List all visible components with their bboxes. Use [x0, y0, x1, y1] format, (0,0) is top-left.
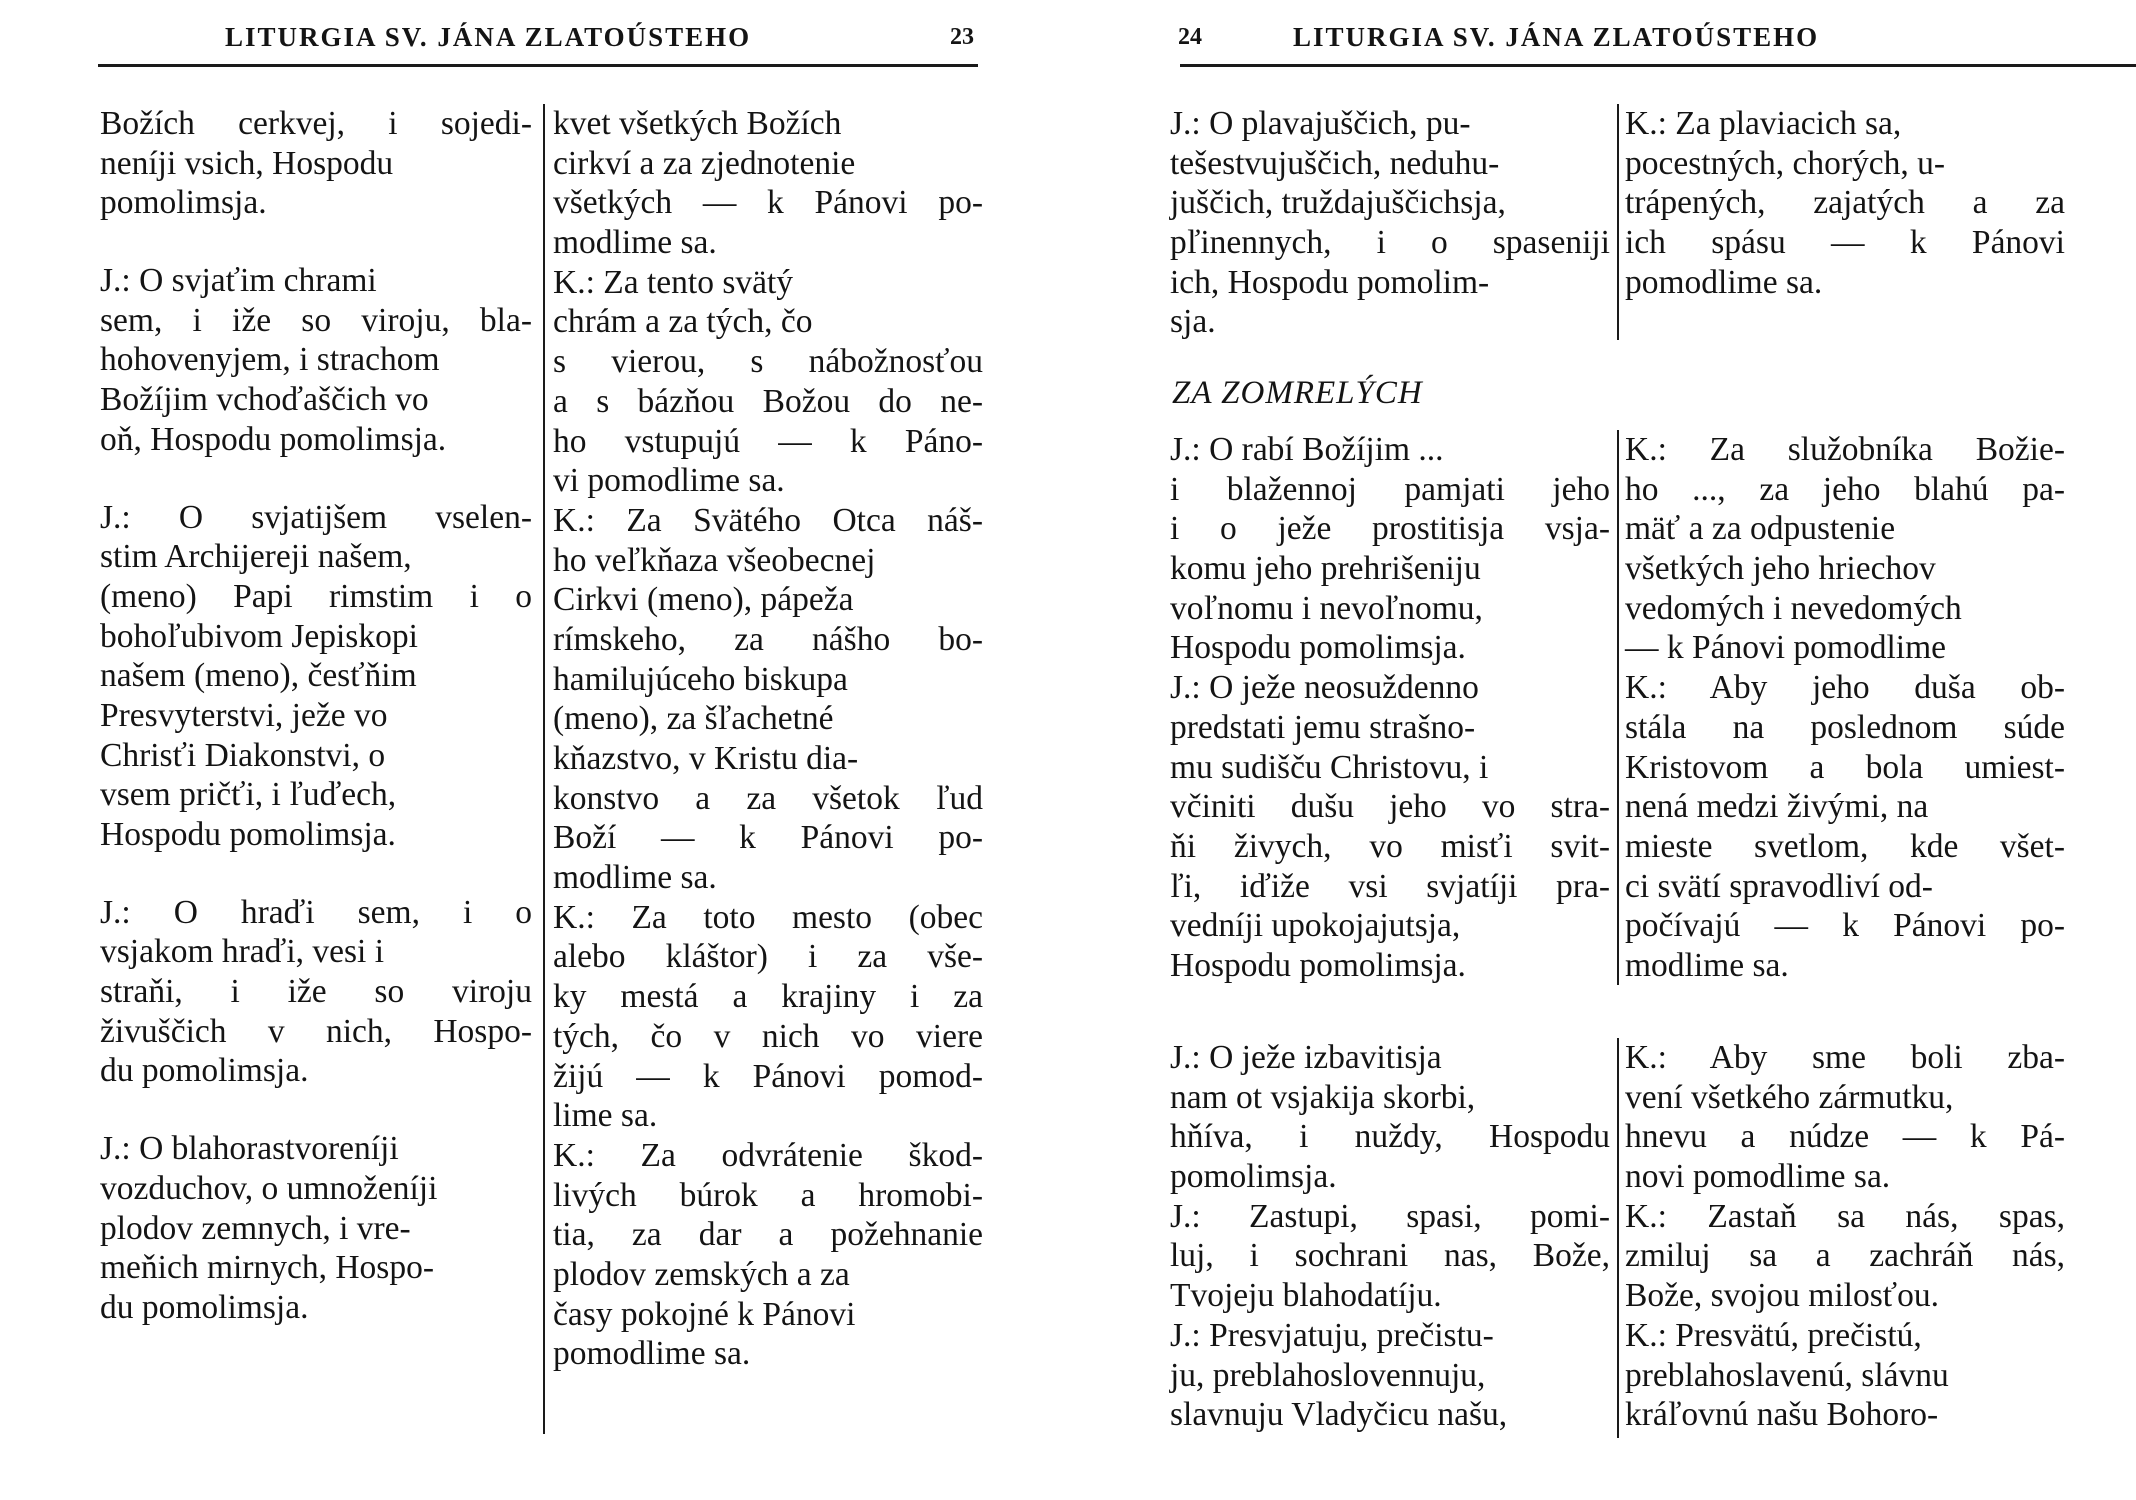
- text-line: všetkých jeho hriechov: [1625, 550, 1936, 588]
- text-line: sem, i iže so viroju, bla-: [100, 301, 532, 339]
- paragraph: [1170, 1038, 1610, 1197]
- text-line: konstvo a za všetok ľud: [553, 779, 983, 817]
- text-line: plodov zemnych, i vre-: [100, 1209, 411, 1247]
- text-line: kvet všetkých Božích: [553, 105, 842, 142]
- text-line: J.: O svjatijšem vselen-: [100, 498, 532, 536]
- left-page: [0, 0, 1010, 1500]
- text-line: J.: O rabí Božíjim ...: [1170, 431, 1444, 468]
- text-line: modlime sa.: [553, 859, 717, 897]
- left-header-rule: [98, 64, 978, 67]
- text-line: Hospodu pomolimsja.: [100, 816, 396, 853]
- text-line: cirkví a za zjednotenie: [553, 144, 856, 182]
- text-line: K.: Za služobníka Božie-: [1625, 431, 2065, 468]
- text-line: predstati jemu strašno-: [1170, 708, 1476, 746]
- text-line: vení všetkého zármutku,: [1625, 1078, 1954, 1116]
- text-line: Chrisťi Diakonstvi, o: [100, 736, 386, 774]
- right-column-divider-bottom: [1617, 1038, 1619, 1438]
- text-line: Bože, svojou milosťou.: [1625, 1277, 1939, 1315]
- text-line: meňich mirnych, Hospo-: [100, 1249, 435, 1287]
- paragraph: [553, 898, 983, 1136]
- text-line: alebo kláštor) i za vše-: [553, 938, 983, 976]
- text-line: vedomých i nevedomých: [1625, 589, 1962, 627]
- right-header-rule: [1180, 64, 2136, 67]
- right-running-title: LITURGIA SV. JÁNA ZLATOÚSTEHO: [1293, 22, 1820, 52]
- paragraph: [1625, 1038, 2065, 1197]
- text-line: Božíjim vchoďaščich vo: [100, 381, 429, 419]
- text-line: Hospodu pomolimsja.: [1170, 629, 1466, 667]
- text-line: J.: Presvjatuju, prečistu-: [1170, 1316, 1494, 1354]
- text-line: mieste svetlom, kde všet-: [1625, 827, 2065, 865]
- left-column-slovak: [553, 104, 983, 1374]
- text-line: živuščich v nich, Hospo-: [100, 1012, 532, 1050]
- text-line: juščich, truždajuščichsja,: [1170, 184, 1506, 222]
- text-line: preblahoslavenú, slávnu: [1625, 1356, 1949, 1394]
- text-line: lime sa.: [553, 1097, 658, 1135]
- text-line: novi pomodlime sa.: [1625, 1158, 1891, 1196]
- right-column-slavonic-bottom: [1170, 1038, 1610, 1435]
- text-line: ňi živych, vo misťi svit-: [1170, 827, 1610, 865]
- right-page-number: 24: [1178, 24, 1202, 50]
- right-column-slovak-top: [1625, 104, 2065, 302]
- paragraph: [553, 1136, 983, 1374]
- text-line: K.: Za Svätého Otca náš-: [553, 501, 983, 539]
- left-column-slavonic: [100, 104, 532, 1328]
- text-line: ľi, iďiže vsi svjatíji pra-: [1170, 867, 1610, 905]
- text-line: hamilujúceho biskupa: [553, 660, 848, 698]
- text-line: K.: Aby sme boli zba-: [1625, 1039, 2065, 1076]
- text-line: J.: O blahorastvoreníji: [100, 1130, 399, 1168]
- paragraph: [1625, 430, 2065, 668]
- text-line: pľinennych, i o spaseniji: [1170, 224, 1610, 262]
- paragraph: [553, 501, 983, 898]
- text-line: neníji vsich, Hospodu: [100, 144, 394, 182]
- text-line: hňíva, i nuždy, Hospodu: [1170, 1118, 1610, 1156]
- right-column-slovak-mid: [1625, 430, 2065, 986]
- text-line: tešestvujuščich, neduhu-: [1170, 144, 1500, 182]
- text-line: K.: Za toto mesto (obec: [553, 898, 983, 936]
- text-line: všetkých — k Pánovi po-: [553, 184, 983, 222]
- text-line: Božích cerkvej, i sojedi-: [100, 105, 532, 142]
- paragraph: [1625, 104, 2065, 302]
- text-line: s vierou, s nábožnosťou: [553, 343, 983, 381]
- text-line: komu jeho prehrišeniju: [1170, 550, 1481, 588]
- text-line: J.: O svjaťim chrami: [100, 262, 377, 300]
- text-line: i o ježe prostitisja vsja-: [1170, 510, 1610, 548]
- text-line: vozduchov, o umnoženíji: [100, 1169, 438, 1207]
- text-line: Boží — k Pánovi po-: [553, 819, 983, 857]
- text-line: J.: O hraďi sem, i o: [100, 893, 532, 931]
- text-line: zmiluj sa a zachráň nás,: [1625, 1237, 2065, 1275]
- right-column-divider-mid: [1617, 430, 1619, 985]
- text-line: a s bázňou Božou do ne-: [553, 382, 983, 420]
- text-line: straňi, i iže so viroju: [100, 973, 532, 1011]
- text-line: pomodlime sa.: [1625, 263, 1823, 301]
- text-line: časy pokojné k Pánovi: [553, 1295, 856, 1333]
- left-page-header: [95, 22, 985, 58]
- text-line: pomodlime sa.: [553, 1335, 751, 1373]
- text-line: nená medzi živými, na: [1625, 788, 1929, 826]
- text-line: K.: Zastaň sa nás, spas,: [1625, 1197, 2065, 1235]
- text-line: nam ot vsjakija skorbi,: [1170, 1078, 1476, 1116]
- text-line: pocestných, chorých, u-: [1625, 144, 1946, 182]
- text-line: plodov zemských a za: [553, 1255, 850, 1293]
- text-line: hnevu a núdze — k Pá-: [1625, 1118, 2065, 1156]
- paragraph: [553, 104, 983, 263]
- right-page-header: [1178, 22, 2136, 58]
- text-line: ho veľkňaza všeobecnej: [553, 541, 876, 579]
- paragraph: [100, 498, 532, 855]
- text-line: modlime sa.: [553, 224, 717, 262]
- text-line: (meno) Papi rimstim i o: [100, 577, 532, 615]
- paragraph: [1170, 668, 1610, 986]
- text-line: tých, čo v nich vo viere: [553, 1017, 983, 1055]
- text-line: du pomolimsja.: [100, 1288, 309, 1326]
- right-column-divider-top: [1617, 104, 1619, 340]
- text-line: voľnomu i nevoľnomu,: [1170, 589, 1483, 627]
- text-line: hohovenyjem, i strachom: [100, 341, 440, 379]
- text-line: mu sudišču Christovu, i: [1170, 748, 1489, 786]
- text-line: J.: O ježe neosuždenno: [1170, 669, 1479, 707]
- text-line: sja.: [1170, 303, 1216, 341]
- text-line: ju, preblahoslovennuju,: [1170, 1356, 1486, 1394]
- text-line: rímskeho, za nášho bo-: [553, 620, 983, 658]
- paragraph: [1170, 1316, 1610, 1435]
- text-line: tia, za dar a požehnanie: [553, 1216, 983, 1254]
- text-line: du pomolimsja.: [100, 1052, 309, 1090]
- text-line: J.: Zastupi, spasi, pomi-: [1170, 1197, 1610, 1235]
- paragraph: [100, 261, 532, 459]
- text-line: — k Pánovi pomodlime: [1625, 629, 1947, 667]
- text-line: mäť a za odpustenie: [1625, 510, 1896, 548]
- text-line: stim Archijereji našem,: [100, 538, 412, 576]
- text-line: Kristovom a bola umiest-: [1625, 748, 2065, 786]
- text-line: Hospodu pomolimsja.: [1170, 946, 1466, 984]
- right-column-slavonic-mid: [1170, 430, 1610, 986]
- text-line: K.: Za tento svätý: [553, 263, 794, 301]
- right-column-slovak-bottom: [1625, 1038, 2065, 1435]
- paragraph: [1625, 1316, 2065, 1435]
- text-line: našem (meno), česťňim: [100, 657, 417, 695]
- text-line: ho ..., za jeho blahú pa-: [1625, 470, 2065, 508]
- text-line: pomolimsja.: [100, 184, 267, 222]
- right-page: [1110, 0, 2136, 1500]
- text-line: Cirkvi (meno), pápeža: [553, 581, 854, 619]
- text-line: kňazstvo, v Kristu dia-: [553, 740, 859, 777]
- text-line: Tvojeju blahodatíju.: [1170, 1277, 1442, 1315]
- left-column-divider: [543, 104, 545, 1434]
- text-line: vsem pričťi, i ľuďech,: [100, 776, 397, 814]
- text-line: luj, i sochrani nas, Bože,: [1170, 1237, 1610, 1275]
- text-line: ci svätí spravodliví od-: [1625, 867, 1933, 905]
- paragraph: [1170, 1197, 1610, 1316]
- paragraph: [100, 893, 532, 1091]
- text-line: slavnuju Vladyčicu našu,: [1170, 1396, 1508, 1434]
- text-line: ho vstupujú — k Páno-: [553, 422, 983, 460]
- left-page-number: 23: [950, 24, 974, 50]
- right-column-slavonic-top: [1170, 104, 1610, 342]
- text-line: stála na poslednom súde: [1625, 708, 2065, 746]
- text-line: livých búrok a hromobi-: [553, 1176, 983, 1214]
- text-line: trápených, zajatých a za: [1625, 184, 2065, 222]
- paragraph: [1625, 1197, 2065, 1316]
- text-line: žijú — k Pánovi pomod-: [553, 1057, 983, 1095]
- paragraph: [1625, 668, 2065, 986]
- text-line: ich, Hospodu pomolim-: [1170, 263, 1490, 301]
- text-line: chrám a za tých, čo: [553, 303, 813, 341]
- left-running-title: LITURGIA SV. JÁNA ZLATOÚSTEHO: [225, 22, 752, 52]
- text-line: Presvyterstvi, ježe vo: [100, 696, 388, 734]
- text-line: K.: Za odvrátenie škod-: [553, 1136, 983, 1174]
- text-line: včiniti dušu jeho vo stra-: [1170, 788, 1610, 826]
- text-line: modlime sa.: [1625, 946, 1789, 984]
- paragraph: [100, 104, 532, 223]
- text-line: kráľovnú našu Bohoro-: [1625, 1396, 1939, 1434]
- text-line: pomolimsja.: [1170, 1158, 1337, 1196]
- text-line: počívajú — k Pánovi po-: [1625, 907, 2065, 945]
- text-line: K.: Aby jeho duša ob-: [1625, 669, 2065, 707]
- section-heading: ZA ZOMRELÝCH: [1172, 375, 1423, 411]
- text-line: vsjakom hraďi, vesi i: [100, 933, 385, 971]
- text-line: ky mestá a krajiny i za: [553, 978, 983, 1016]
- text-line: K.: Za plaviacich sa,: [1625, 105, 1902, 142]
- text-line: J.: O ježe izbavitisja: [1170, 1039, 1442, 1076]
- text-line: (meno), za šľachetné: [553, 700, 834, 738]
- paragraph: [553, 263, 983, 501]
- text-line: oň, Hospodu pomolimsja.: [100, 420, 447, 458]
- text-line: bohoľubivom Jepiskopi: [100, 617, 418, 655]
- text-line: ich spásu — k Pánovi: [1625, 224, 2065, 262]
- paragraph: [1170, 104, 1610, 342]
- text-line: vi pomodlime sa.: [553, 462, 785, 500]
- text-line: i blažennoj pamjati jeho: [1170, 470, 1610, 508]
- text-line: vedníji upokojajutsja,: [1170, 907, 1461, 945]
- text-line: K.: Presvätú, prečistú,: [1625, 1316, 1922, 1354]
- text-line: J.: O plavajuščich, pu-: [1170, 105, 1471, 142]
- paragraph: [1170, 430, 1610, 668]
- paragraph: [100, 1129, 532, 1327]
